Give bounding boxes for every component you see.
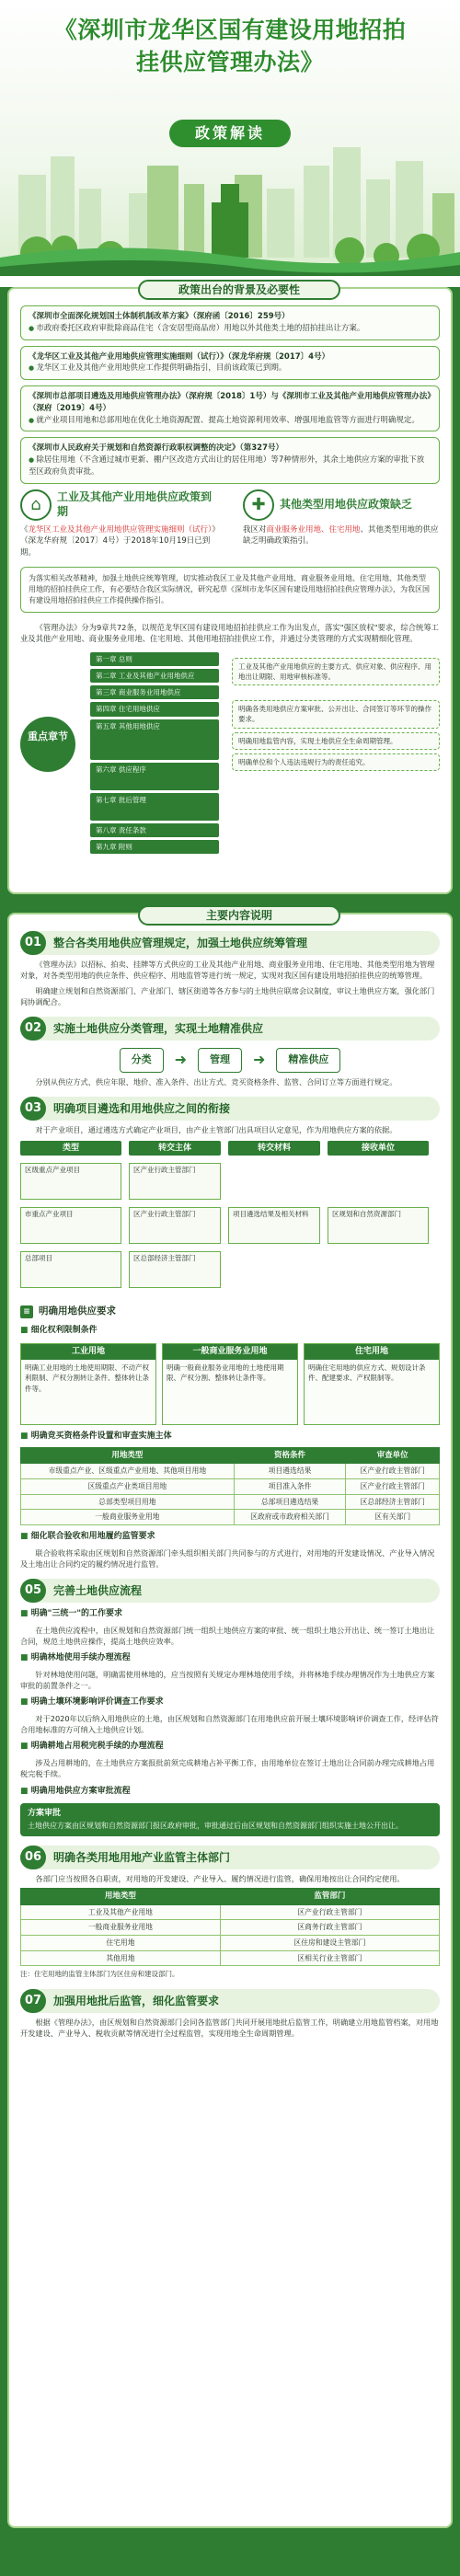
transfer-body: 区产业行政主管部门 [129, 1163, 221, 1200]
background-item-bullet: ● 龙华区工业及其他产业用地供应工作提供明确指引，目前该政策已到期。 [29, 362, 431, 374]
highlight-body: 我区对商业服务业用地、住宅用地、其他类型用地的供应缺乏明确政策指引。 [243, 524, 439, 546]
background-conclusion: 为落实相关改革精神，加强土地供应统筹管理，切实推动我区工业及其他产业用地、商业服务业用地、住宅用地、其他类型用地的招拍挂供应工作，有必要结合我区实际情况，研究起草《深圳市龙华区国有建设用地招拍挂供应管理办法》，为我区国有建设用地招拍挂供应工作提供操作指引。 [20, 567, 440, 613]
project-type: 市重点产业项目 [20, 1207, 121, 1244]
footer-band [0, 2558, 460, 2576]
part-03 [20, 1097, 440, 1570]
restriction-title: 一般商业服务业用地 [163, 1344, 297, 1361]
main-content-section [7, 909, 453, 2528]
arrow-right-icon: ➜ [174, 1051, 187, 1069]
section-title-main: 主要内容说明 [138, 905, 340, 926]
highlight-missing-policy [243, 489, 440, 559]
classification-flow [20, 1048, 440, 1073]
point-heading: ■ 明确用地供应方案审批流程 [20, 1786, 440, 1799]
background-section [7, 283, 453, 894]
chapter-list [90, 652, 219, 857]
part-06 [20, 1846, 440, 1980]
chapter-structure [20, 652, 440, 851]
part-02 [20, 1017, 440, 1087]
point-heading: ■ 明确"三统一"的工作要求 [20, 1608, 440, 1621]
subsection-heading: ≡ 明确用地供应要求 [20, 1305, 440, 1319]
table-header: 监管部门 [220, 1888, 439, 1904]
chapter-item: 第一章 总则 [90, 652, 219, 666]
restriction-body: 明确工业用地的土地使用期限、不动产权利限制、产权分割转让条件、整体转让条件等。 [21, 1360, 155, 1424]
background-item [20, 305, 440, 340]
table-header: 审查单位 [346, 1447, 440, 1464]
approval-process-text: 土地供应方案由区规划和自然资源部门报区政府审批，审批通过后由区规划和自然资源部门组织实施土地公开出让。 [28, 1821, 403, 1830]
puzzle-icon: ✚ [243, 489, 274, 521]
transfer-body: 区产业行政主管部门 [129, 1207, 221, 1244]
part-text: 对于产业项目，通过遴选方式确定产业项目，由产业主管部门出具项目认定意见，作为用地供应方案的依据。 [35, 1124, 397, 1134]
column-header: 接收单位 [328, 1141, 429, 1156]
restriction-body: 明确住宅用地的供应方式、规划设计条件、配建要求、产权限制等。 [305, 1360, 439, 1424]
part-text: 根据《管理办法》，由区规划和自然资源部门会同各监管部门共同开展用地批后监管工作，明确建立用地监管档案，对用地开发建设、产业导入、税收贡献等情况进行全过程监管，实现用地全生命周期管理。 [20, 2017, 439, 2038]
factory-icon: ⌂ [20, 489, 52, 521]
chapter-item: 第三章 商业服务业用地供应 [90, 685, 219, 699]
chapter-item: 第九章 附则 [90, 840, 219, 854]
table-row: 区级重点产业类项目用地 项目准入条件 区产业行政主管部门 [21, 1478, 440, 1494]
restriction-card [304, 1343, 440, 1426]
table-header: 用地类型 [21, 1447, 235, 1464]
content-band [0, 283, 460, 2576]
table-row: 其他用地 区相关行业主管部门 [21, 1950, 440, 1966]
part-text: 针对林地使用问题，明确需使用林地的，应当按照有关规定办理林地使用手续，并将林地手续办理情况作为土地供应方案审批的前置条件之一。 [20, 1669, 435, 1691]
highlight-body: 《龙华区工业及其他产业用地供应管理实施细则（试行）》（深龙华府规〔2017〕4号）于2018年10月19日已到期。 [20, 524, 216, 558]
background-item-title: 《深圳市人民政府关于规划和自然资源行政职权调整的决定》（第327号） [29, 443, 283, 454]
part-text: 联合验收将采取由区规划和自然资源部门牵头组织相关部门共同参与的方式进行，对用地的开发建设情况、产业导入情况及土地出让合同约定的履约情况进行监管。 [20, 1547, 435, 1569]
background-item [20, 385, 440, 431]
part-text: 涉及占用耕地的，在土地供应方案报批前须完成耕地占补平衡工作，由用地单位在签订土地出让合同前办理完成耕地占用税完税手续。 [20, 1757, 435, 1779]
point-heading: ■ 明确竞买资格条件设置和审查实施主体 [20, 1431, 440, 1443]
column-header: 转交材料 [228, 1141, 320, 1156]
chapter-item: 第二章 工业及其他产业用地供应 [90, 669, 219, 683]
chapter-notes [232, 652, 440, 776]
document-intro: 《管理办法》分为9章共72条，以规范龙华区国有建设用地招拍挂供应工作为出发点，落实"强区放权"要求，综合统筹工业及其他产业用地、商业服务业用地、住宅用地、其他用地招拍挂供应工作，并通过分类管理的方式实现精细化管理。 [20, 622, 439, 644]
table-note: 注：住宅用地的监管主体部门为区住房和建设部门。 [20, 1970, 179, 1979]
table-row: 市级重点产业、区级重点产业用地、其他项目用地 项目遴选结果 区产业行政主管部门 [21, 1464, 440, 1479]
point-heading: ■ 明确林地使用手续办理流程 [20, 1652, 440, 1665]
page-subtitle: 政策解读 [169, 120, 291, 147]
part-number: 07 [20, 1989, 46, 2013]
part-01 [20, 931, 440, 1007]
problem-highlights [20, 489, 440, 559]
part-title: 完善土地供应流程 [53, 1584, 143, 1598]
approval-process-box [20, 1803, 440, 1836]
restriction-body: 明确一般商业服务业用地的土地使用期限、产权分割、整体转让条件等。 [163, 1360, 297, 1424]
table-row: 总部类型项目用地 总部项目遴选结果 区总部经济主管部门 [21, 1494, 440, 1510]
hero-banner [0, 0, 460, 276]
table-row: 一般商业服务业用地 区商务行政主管部门 [21, 1920, 440, 1936]
chapter-note: 明确单位和个人违法违规行为的责任追究。 [232, 753, 440, 771]
list-icon: ≡ [20, 1305, 33, 1318]
part-text: 明确建立规划和自然资源部门、产业部门、辖区街道等各方参与的土地供应联席会议制度，审议土地供应方案，强化部门间协调配合。 [20, 985, 435, 1006]
highlight-title: 工业及其他产业用地供应政策到期 [57, 489, 213, 518]
part-number: 01 [20, 931, 46, 955]
point-heading: ■ 明确土壤环境影响评价调查工作要求 [20, 1696, 440, 1709]
part-05 [20, 1579, 440, 1835]
chapter-item: 第八章 责任条款 [90, 823, 219, 837]
part-07 [20, 1989, 440, 2040]
arrow-right-icon: ➜ [253, 1051, 266, 1069]
highlight-title: 其他类型用地供应政策缺乏 [280, 497, 413, 511]
city-skyline-illustration [0, 138, 460, 276]
land-use-restrictions [20, 1343, 440, 1426]
part-number: 03 [20, 1097, 46, 1121]
table-row: 工业及其他产业用地 区产业行政主管部门 [21, 1904, 440, 1920]
point-heading: ■ 细化联合验收和用地履约监管要求 [20, 1531, 440, 1544]
flow-step: 管理 [198, 1048, 242, 1073]
chapter-note: 明确用地监管内容，实现土地供应全生命周期管理。 [232, 732, 440, 750]
receiving-unit: 区规划和自然资源部门 [328, 1207, 429, 1244]
restriction-title: 住宅用地 [305, 1344, 439, 1361]
background-item [20, 346, 440, 381]
part-title: 整合各类用地供应管理规定，加强土地供应统筹管理 [53, 937, 308, 949]
background-item [20, 437, 440, 483]
table-row: 住宅用地 区住房和建设主管部门 [21, 1935, 440, 1950]
part-text: 分别从供应方式、供应年限、地价、准入条件、出让方式、竞买资格条件、监管、合同订立等方面进行规定。 [35, 1076, 397, 1087]
background-item-title: 《深圳市全面深化规划国土体制机制改革方案》（深府函〔2016〕259号） [29, 312, 290, 321]
part-title: 明确各类用地用地产业监管主体部门 [53, 1850, 231, 1864]
project-type: 总部项目 [20, 1251, 121, 1288]
project-type: 区级重点产业项目 [20, 1163, 121, 1200]
page-title-line2: 挂供应管理办法》 [135, 48, 324, 75]
highlight-expired-policy [20, 489, 217, 559]
chapter-item: 第七章 批后管理 [90, 793, 219, 821]
chapter-item: 第四章 住宅用地供应 [90, 702, 219, 716]
transfer-material: 项目遴选结果及相关材料 [228, 1207, 320, 1244]
part-text: 对于2020年以后纳入用地供应的土地，由区规划和自然资源部门在用地供应前开展土壤环境影响评价调查工作，经评估符合用地标准的方可纳入土地供应计划。 [20, 1713, 439, 1735]
part-number: 05 [20, 1579, 46, 1603]
table-header: 资格条件 [234, 1447, 346, 1464]
part-title: 实施土地供应分类管理，实现土地精准供应 [53, 1022, 264, 1036]
chapter-item: 第六章 供应程序 [90, 763, 219, 790]
column-header: 类型 [20, 1141, 121, 1156]
chapter-note: 明确各类用地供应方案审批、公开出让、合同签订等环节的操作要求。 [232, 700, 440, 729]
flow-step: 精准供应 [276, 1048, 340, 1073]
background-item-bullet: ● 就产业项目用地和总部用地在优化土地资源配置、提高土地资源利用效率、增强用地监管等方面进行明确规定。 [29, 415, 431, 427]
chapter-item: 第五章 其他用地供应 [90, 719, 219, 760]
page-title [0, 15, 460, 78]
flow-step: 分类 [120, 1048, 164, 1073]
point-heading: ■ 明确耕地占用税完税手续的办理流程 [20, 1741, 440, 1754]
restriction-card [20, 1343, 156, 1426]
qualification-table [20, 1447, 440, 1526]
project-transfer-diagram [20, 1141, 440, 1297]
background-item-bullet: ● 市政府委托区政府审批除商品住宅（含安居型商品房）用地以外其他类土地的招拍挂出让方案。 [29, 323, 431, 335]
supervision-table [20, 1888, 440, 1967]
part-title: 明确项目遴选和用地供应之间的衔接 [53, 1101, 231, 1115]
part-number: 02 [20, 1017, 46, 1041]
part-text: 在土地供应流程中，由区规划和自然资源部门统一组织土地供应方案的审批、统一组织土地公开出让、统一签订土地出让合同，规范土地供应操作，提高土地供应效率。 [20, 1625, 435, 1646]
restriction-title: 工业用地 [21, 1344, 155, 1361]
background-item-title: 《龙华区工业及其他产业用地供应管理实施细则（试行）》（深龙华府规〔2017〕4号） [29, 351, 330, 362]
table-row: 一般商业服务业用地 区政府或市政府相关部门 区有关部门 [21, 1510, 440, 1525]
point-heading: ■ 细化权利限制条件 [20, 1325, 440, 1338]
transfer-body: 区总部经济主管部门 [129, 1251, 221, 1288]
part-number: 06 [20, 1846, 46, 1869]
part-text: 各部门应当按照各自职责，对用地的开发建设、产业导入、履约情况进行监管，确保用地按出让合同约定使用。 [35, 1873, 405, 1883]
part-title: 加强用地批后监管，细化监管要求 [53, 1994, 220, 2007]
part-text: 《管理办法》以招标、拍卖、挂牌等方式供应的工业及其他产业用地、商业服务业用地、住宅用地、其他类型用地为管理对象，对各类型用地的供应条件、供应程序、用地监管等进行统一规定，实现对我区国有建设用地招拍挂供应的统筹管理。 [20, 960, 435, 981]
background-item-title: 《深圳市总部项目遴选及用地供应管理办法》（深府规〔2018〕1号）与《深圳市工业及其他产业用地供应管理办法》（深府〔2019〕4号） [29, 392, 431, 413]
key-chapters-badge: 重点章节 [20, 717, 75, 772]
column-header: 转交主体 [129, 1141, 221, 1156]
restriction-card [162, 1343, 298, 1426]
page-title-line1: 《深圳市龙华区国有建设用地招拍 [53, 17, 407, 43]
chapter-note: 工业及其他产业用地供应的主要方式、供应对象、供应程序、用地出让期限、用地审核标准等。 [232, 658, 440, 686]
table-header: 用地类型 [21, 1888, 221, 1904]
background-item-bullet: ● 除居住用地（不含通过城市更新、棚户区改造方式出让的居住用地）等7种情形外，其余土地供应方案的审批下放至区政府负责审批。 [29, 454, 431, 478]
section-title-background: 政策出台的背景及必要性 [138, 280, 340, 300]
approval-process-title: 方案审批 [28, 1809, 62, 1818]
